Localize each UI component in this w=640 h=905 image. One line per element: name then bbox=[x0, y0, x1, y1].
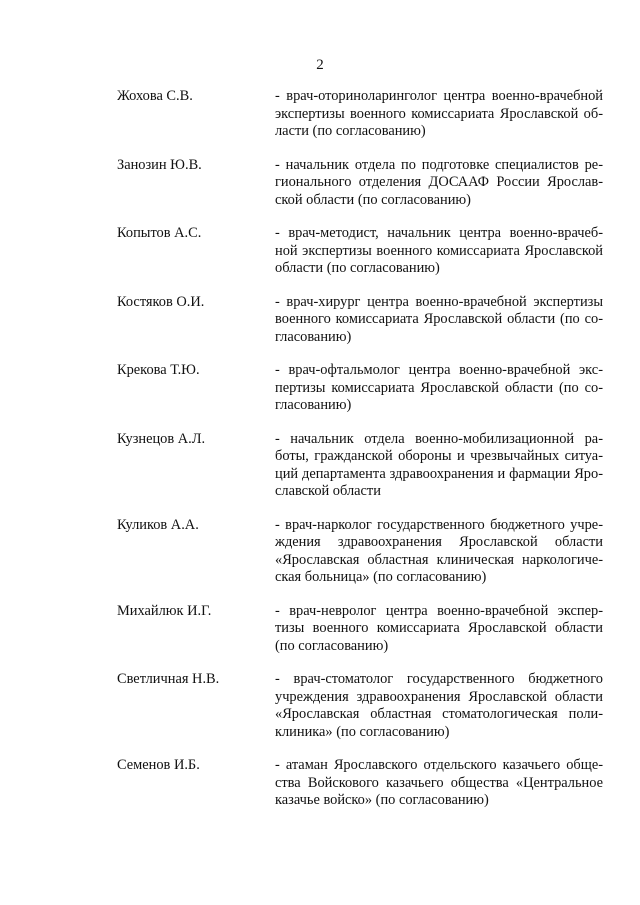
position-line: - врач-стоматолог государственного бюджетного bbox=[275, 671, 603, 687]
list-item bbox=[117, 431, 603, 501]
position-line: ций департамента здравоохранения и фармации Яро- bbox=[275, 465, 603, 482]
position-line: «Ярославская областная стоматологическая поли- bbox=[275, 706, 603, 722]
member-position bbox=[275, 157, 603, 210]
member-position bbox=[275, 294, 603, 347]
position-line: тизы военного комиссариата Ярославской области bbox=[275, 620, 603, 636]
position-line: - начальник отдела по подготовке специалистов ре- bbox=[275, 156, 603, 173]
page-number: 2 bbox=[316, 57, 324, 73]
position-line: - начальник отдела военно-мобилизационной ра- bbox=[275, 430, 603, 447]
member-name: Занозин Ю.В. bbox=[117, 156, 202, 173]
position-line: экспертизы военного комиссариата Ярославской об- bbox=[275, 105, 603, 122]
member-name: Копытов А.С. bbox=[117, 225, 202, 241]
member-name: Крекова Т.Ю. bbox=[117, 362, 200, 378]
position-line: «Ярославская областная клиническая наркологиче- bbox=[275, 551, 603, 568]
member-name: Семенов И.Б. bbox=[117, 757, 200, 773]
position-line: (по согласованию) bbox=[275, 637, 389, 654]
list-item bbox=[117, 294, 603, 347]
position-line: - врач-невролог центра военно-врачебной экспер- bbox=[275, 602, 603, 619]
list-item bbox=[117, 157, 603, 210]
position-line: ной экспертизы военного комиссариата Ярославской bbox=[275, 242, 603, 259]
position-line: ской области (по согласованию) bbox=[275, 191, 471, 208]
position-line: учреждения здравоохранения Ярославской области bbox=[275, 688, 603, 705]
position-line: - врач-офтальмолог центра военно-врачебной экс- bbox=[275, 362, 603, 378]
member-position bbox=[275, 88, 603, 141]
position-line: ства Войскового казачьего общества «Центральное bbox=[275, 774, 603, 791]
position-line: военного комиссариата Ярославской области (по со- bbox=[275, 311, 603, 327]
position-line: ласти (по согласованию) bbox=[275, 123, 426, 139]
member-position bbox=[275, 757, 603, 810]
position-line: боты, гражданской обороны и чрезвычайных ситуа- bbox=[275, 448, 603, 464]
member-position bbox=[275, 225, 603, 278]
position-line: ждения здравоохранения Ярославской области bbox=[275, 534, 603, 550]
position-line: - атаман Ярославского отдельского казачьего обще- bbox=[275, 757, 603, 773]
member-name: Светличная Н.В. bbox=[117, 671, 220, 687]
position-line: - врач-нарколог государственного бюджетного учре- bbox=[275, 516, 603, 533]
list-item bbox=[117, 603, 603, 656]
member-name: Кузнецов А.Л. bbox=[117, 430, 206, 447]
position-line: гласованию) bbox=[275, 397, 352, 413]
member-position bbox=[275, 517, 603, 587]
position-line: казачье войско» (по согласованию) bbox=[275, 792, 489, 808]
position-line: славской области bbox=[275, 483, 381, 499]
list-item bbox=[117, 88, 603, 141]
list-item bbox=[117, 517, 603, 587]
list-item bbox=[117, 225, 603, 278]
position-line: - врач-хирург центра военно-врачебной экспертизы bbox=[275, 293, 603, 310]
member-position bbox=[275, 431, 603, 501]
list-item bbox=[117, 757, 603, 810]
list-item bbox=[117, 671, 603, 741]
member-list bbox=[117, 88, 603, 826]
member-name: Жохова С.В. bbox=[117, 88, 193, 104]
member-name: Куликов А.А. bbox=[117, 516, 199, 533]
member-position bbox=[275, 671, 603, 741]
position-line: пертизы комиссариата Ярославской области (по со- bbox=[275, 379, 603, 396]
member-position bbox=[275, 362, 603, 415]
list-item bbox=[117, 362, 603, 415]
position-line: - врач-методист, начальник центра военно-врачеб- bbox=[275, 225, 603, 241]
position-line: - врач-оториноларинголог центра военно-врачебной bbox=[275, 88, 603, 104]
position-line: клиника» (по согласованию) bbox=[275, 723, 450, 740]
position-line: области (по согласованию) bbox=[275, 260, 440, 276]
member-name: Костяков О.И. bbox=[117, 293, 205, 310]
position-line: ская больница» (по согласованию) bbox=[275, 569, 487, 585]
member-name: Михайлюк И.Г. bbox=[117, 602, 212, 619]
position-line: гионального отделения ДОСААФ России Ярослав- bbox=[275, 174, 603, 190]
member-position bbox=[275, 603, 603, 656]
position-line: гласованию) bbox=[275, 328, 352, 345]
